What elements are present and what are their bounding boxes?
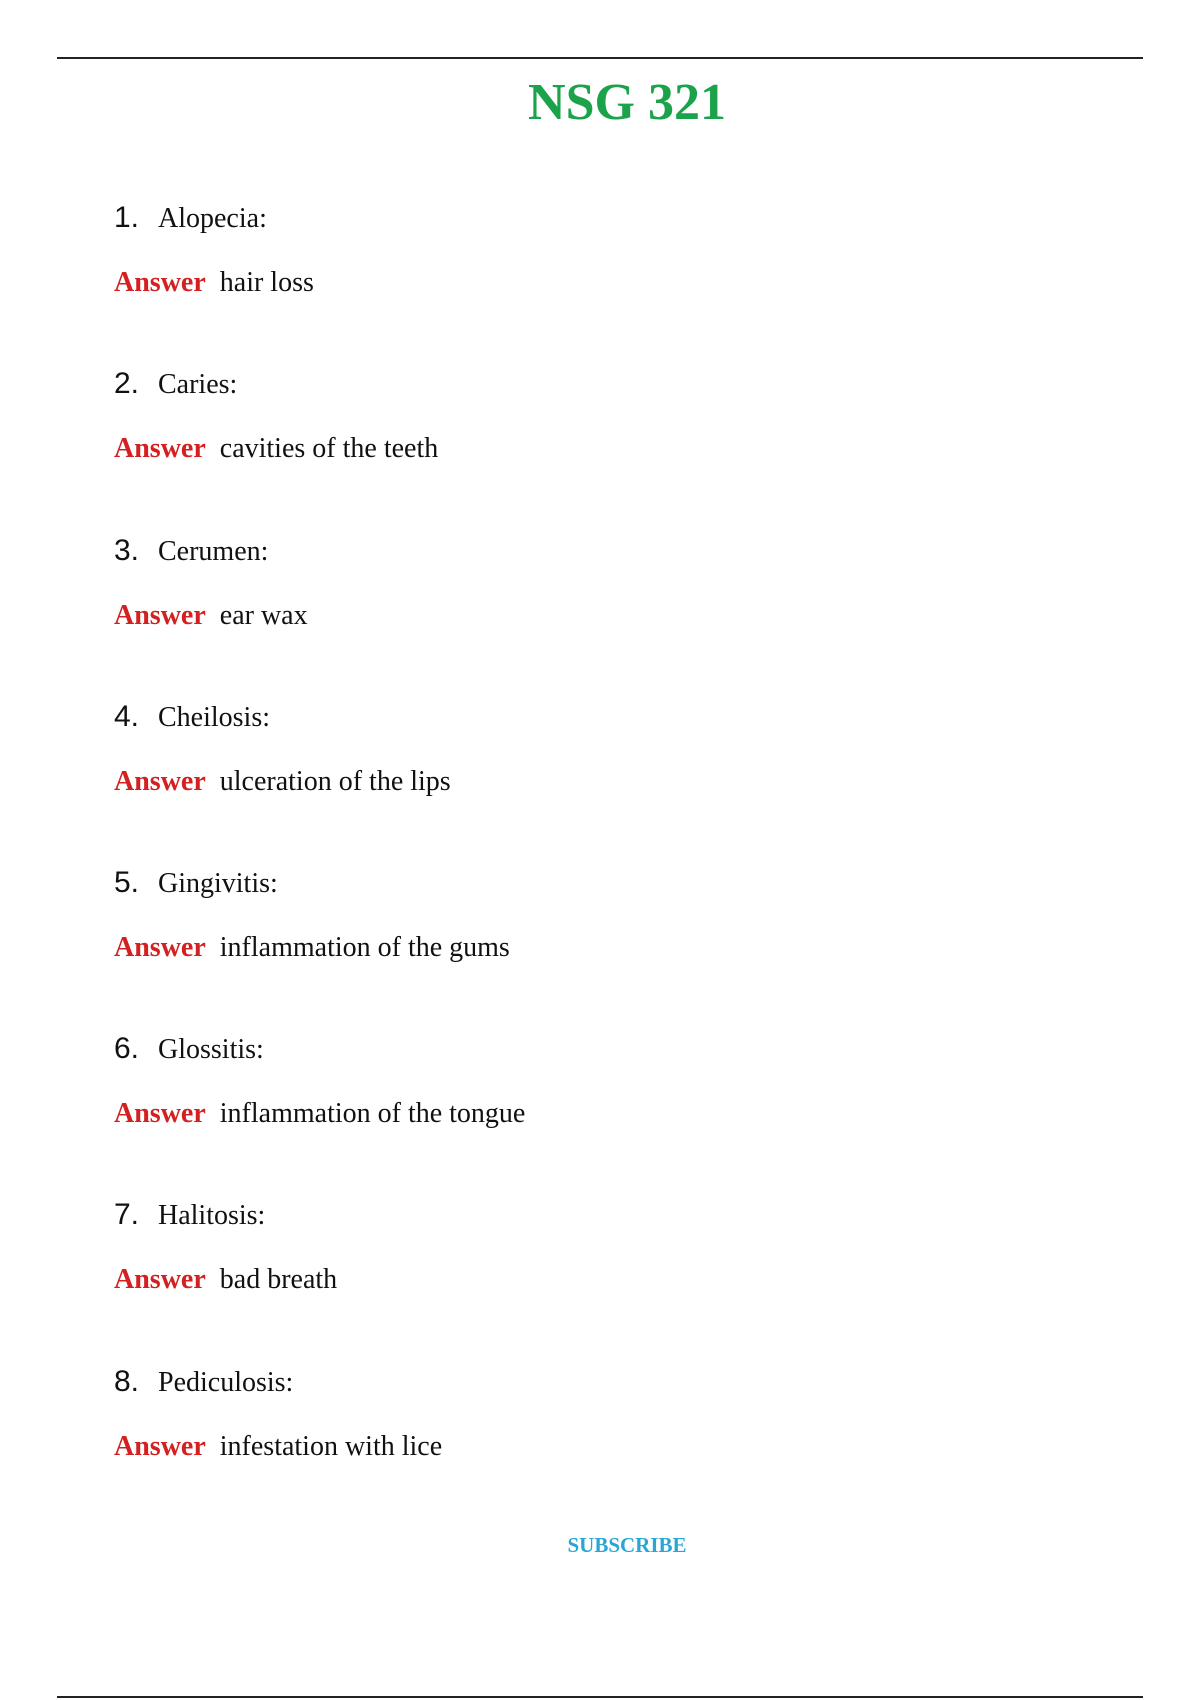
answer-text: hair loss bbox=[219, 267, 314, 298]
page-title: NSG 321 bbox=[528, 74, 726, 131]
answer-text: inflammation of the tongue bbox=[219, 1098, 526, 1129]
answer-label: Answer bbox=[114, 433, 206, 464]
question-number: 3. bbox=[114, 534, 140, 567]
top-rule bbox=[57, 57, 1143, 59]
answer-label: Answer bbox=[114, 1264, 206, 1295]
question-number: 2. bbox=[114, 367, 140, 400]
answer bbox=[114, 1094, 525, 1134]
question-number: 1. bbox=[114, 201, 140, 234]
question-term: Gingivitis: bbox=[158, 868, 278, 899]
answer bbox=[114, 762, 451, 802]
answer-label: Answer bbox=[114, 766, 206, 797]
answer bbox=[114, 1427, 442, 1467]
answer-text: ear wax bbox=[219, 600, 308, 631]
answer bbox=[114, 928, 510, 968]
question bbox=[114, 364, 237, 404]
answer-label: Answer bbox=[114, 1431, 206, 1462]
question-term: Cheilosis: bbox=[158, 702, 271, 733]
question-number: 4. bbox=[114, 700, 140, 733]
question-number: 8. bbox=[114, 1365, 140, 1398]
answer bbox=[114, 1260, 337, 1300]
question-term: Cerumen: bbox=[158, 536, 269, 567]
question bbox=[114, 697, 270, 737]
bottom-rule bbox=[57, 1696, 1143, 1698]
question-number: 5. bbox=[114, 866, 140, 899]
answer-text: ulceration of the lips bbox=[219, 766, 451, 797]
answer bbox=[114, 596, 308, 636]
question-term: Caries: bbox=[158, 369, 238, 400]
answer-text: inflammation of the gums bbox=[219, 932, 510, 963]
answer-label: Answer bbox=[114, 1098, 206, 1129]
question bbox=[114, 863, 278, 903]
subscribe-link[interactable]: SUBSCRIBE bbox=[567, 1533, 687, 1557]
answer-text: infestation with lice bbox=[219, 1431, 443, 1462]
answer-label: Answer bbox=[114, 600, 206, 631]
question bbox=[114, 198, 267, 238]
answer-label: Answer bbox=[114, 932, 206, 963]
question-number: 7. bbox=[114, 1198, 140, 1231]
answer-label: Answer bbox=[114, 267, 206, 298]
question-term: Alopecia: bbox=[158, 203, 267, 234]
answer-text: bad breath bbox=[219, 1264, 338, 1295]
answer bbox=[114, 429, 438, 469]
question-term: Pediculosis: bbox=[158, 1367, 294, 1398]
question bbox=[114, 1195, 265, 1235]
question bbox=[114, 1362, 293, 1402]
question bbox=[114, 1029, 264, 1069]
question bbox=[114, 531, 268, 571]
answer-text: cavities of the teeth bbox=[219, 433, 439, 464]
question-term: Halitosis: bbox=[158, 1200, 266, 1231]
question-term: Glossitis: bbox=[158, 1034, 264, 1065]
question-number: 6. bbox=[114, 1032, 140, 1065]
answer bbox=[114, 263, 314, 303]
